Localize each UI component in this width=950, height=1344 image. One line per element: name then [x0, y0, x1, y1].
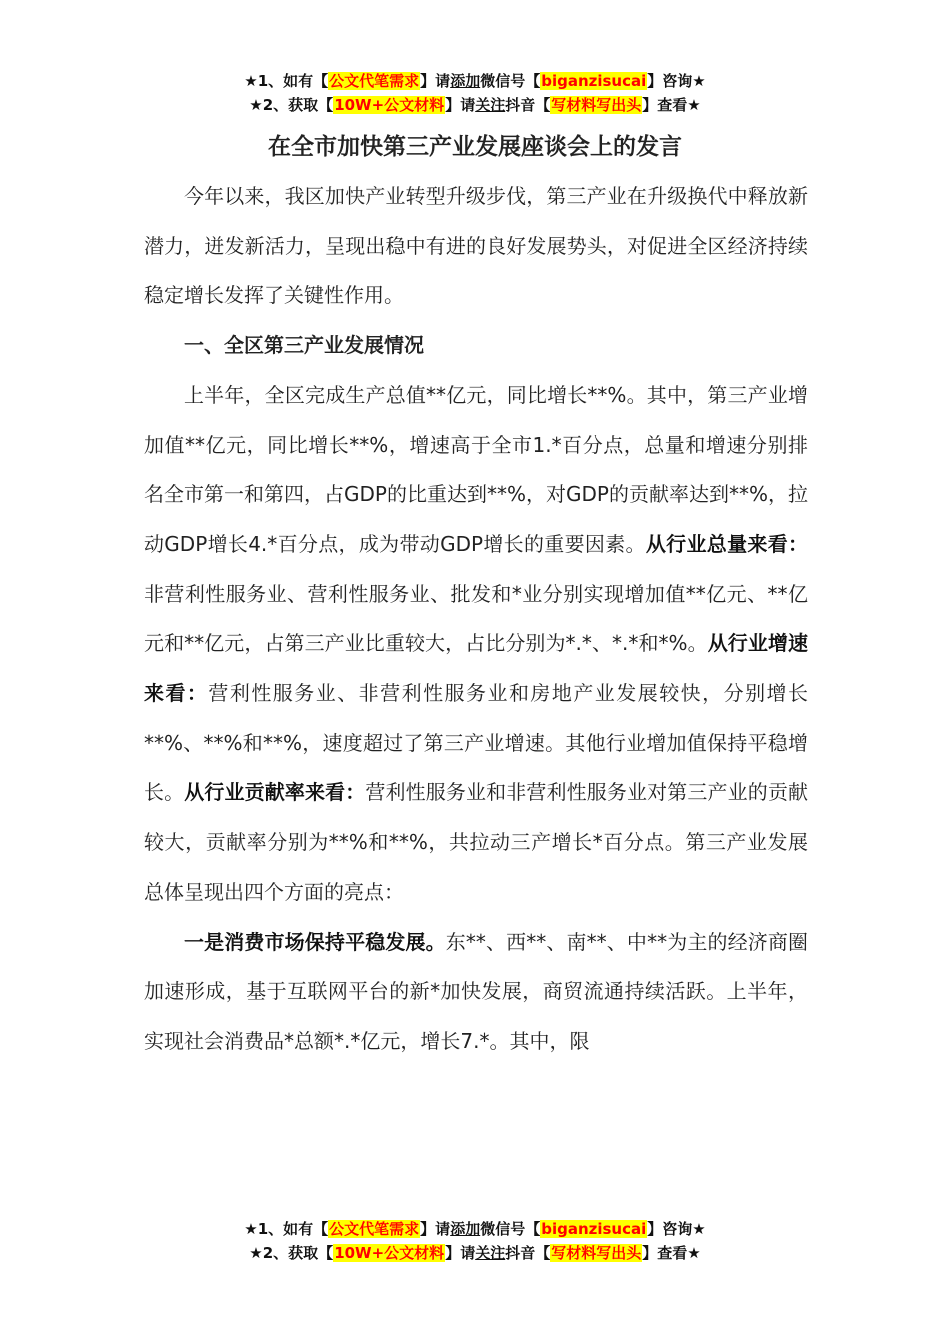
paragraph-consumption: [144, 918, 808, 1067]
promo-text: 】请: [420, 72, 451, 90]
paragraph-text: 营利性服务业和非营利性服务业对第三产业的贡献较大，贡献率分别为**%和**%，共拉动三产增长*百分点。第三产业发展总体呈现出四个方面的亮点：: [144, 780, 808, 904]
promo-line-1: [0, 1217, 950, 1241]
promo-text: 】查看★: [642, 1244, 701, 1262]
promo-text: 】查看★: [642, 96, 701, 114]
promo-text: 抖音【: [505, 1244, 551, 1262]
bold-lead: 从行业增速来看：: [144, 631, 809, 706]
promo-highlight: 公文代笔需求: [329, 72, 420, 90]
paragraph-text: 非营利性服务业、营利性服务业、批发和*业分别实现增加值**亿元、**亿元和**亿元，占第三产业比重较大，占比分别为*.*、*.*和*%。: [144, 581, 808, 656]
promo-text: 微信号【: [480, 1220, 541, 1238]
paragraph-intro: 今年以来，我区加快产业转型升级步伐，第三产业在升级换代中释放新潜力，迸发新活力，呈现出稳中有进的良好发展势头，对促进全区经济持续稳定增长发挥了关键性作用。: [144, 184, 808, 308]
promo-text: 】请: [445, 96, 476, 114]
promo-text: 】请: [445, 1244, 476, 1262]
promo-douyin-id: 写材料写出头: [551, 1244, 642, 1262]
header-promo-banner: [0, 69, 950, 117]
bold-lead: 一是消费市场保持平稳发展。: [184, 929, 446, 954]
section-heading: 一、全区第三产业发展情况: [184, 333, 424, 358]
promo-underline-text: 添加: [450, 1220, 481, 1238]
promo-line-1: [0, 69, 950, 93]
promo-wechat-id: biganzisucai: [541, 72, 647, 90]
promo-line-2: [0, 93, 950, 117]
promo-line-2: [0, 1241, 950, 1265]
promo-highlight: 10W+公文材料: [334, 96, 445, 114]
promo-highlight: 10W+公文材料: [334, 1244, 445, 1262]
promo-highlight: 公文代笔需求: [329, 1220, 420, 1238]
footer-promo-banner: [0, 1217, 950, 1265]
promo-underline-text: 关注: [475, 1244, 506, 1262]
bold-lead: 从行业总量来看：: [645, 531, 809, 556]
bold-lead: 从行业贡献率来看：: [184, 780, 366, 805]
promo-wechat-id: biganzisucai: [541, 1220, 647, 1238]
promo-text: 】咨询★: [647, 72, 706, 90]
promo-text: ★1、如有【: [244, 72, 329, 90]
promo-underline-text: 添加: [450, 72, 481, 90]
promo-text: ★1、如有【: [244, 1220, 329, 1238]
promo-text: 】咨询★: [647, 1220, 706, 1238]
promo-text: ★2、获取【: [249, 96, 334, 114]
promo-text: ★2、获取【: [249, 1244, 334, 1262]
promo-underline-text: 关注: [475, 96, 506, 114]
paragraph-text: 营利性服务业、非营利性服务业和房地产业发展较快，分别增长**%、**%和**%，速度超过了第三产业增速。其他行业增加值保持平稳增长。: [144, 681, 809, 805]
promo-text: 】请: [420, 1220, 451, 1238]
paragraph-text: 东**、西**、南**、中**为主的经济商圈加速形成，基于互联网平台的新*加快发展，商贸流通持续活跃。上半年，实现社会消费品*总额*.*亿元，增长7.*。其中，限: [144, 929, 809, 1053]
paragraph-text: 上半年，全区完成生产总值**亿元，同比增长**%。其中，第三产业增加值**亿元，同比增长**%，增速高于全市1.*百分点，总量和增速分别排名全市第一和第四，占GDP的比重达到**%，对GDP的贡献率达到**%，拉动GDP增长4.*百分点，成为带动GDP增长的重要因素。: [144, 382, 808, 556]
document-title: 在全市加快第三产业发展座谈会上的发言: [268, 134, 682, 160]
promo-douyin-id: 写材料写出头: [551, 96, 642, 114]
document-body: [144, 172, 808, 1067]
promo-text: 抖音【: [505, 96, 551, 114]
paragraph-overview: [144, 371, 808, 918]
promo-text: 微信号【: [480, 72, 541, 90]
